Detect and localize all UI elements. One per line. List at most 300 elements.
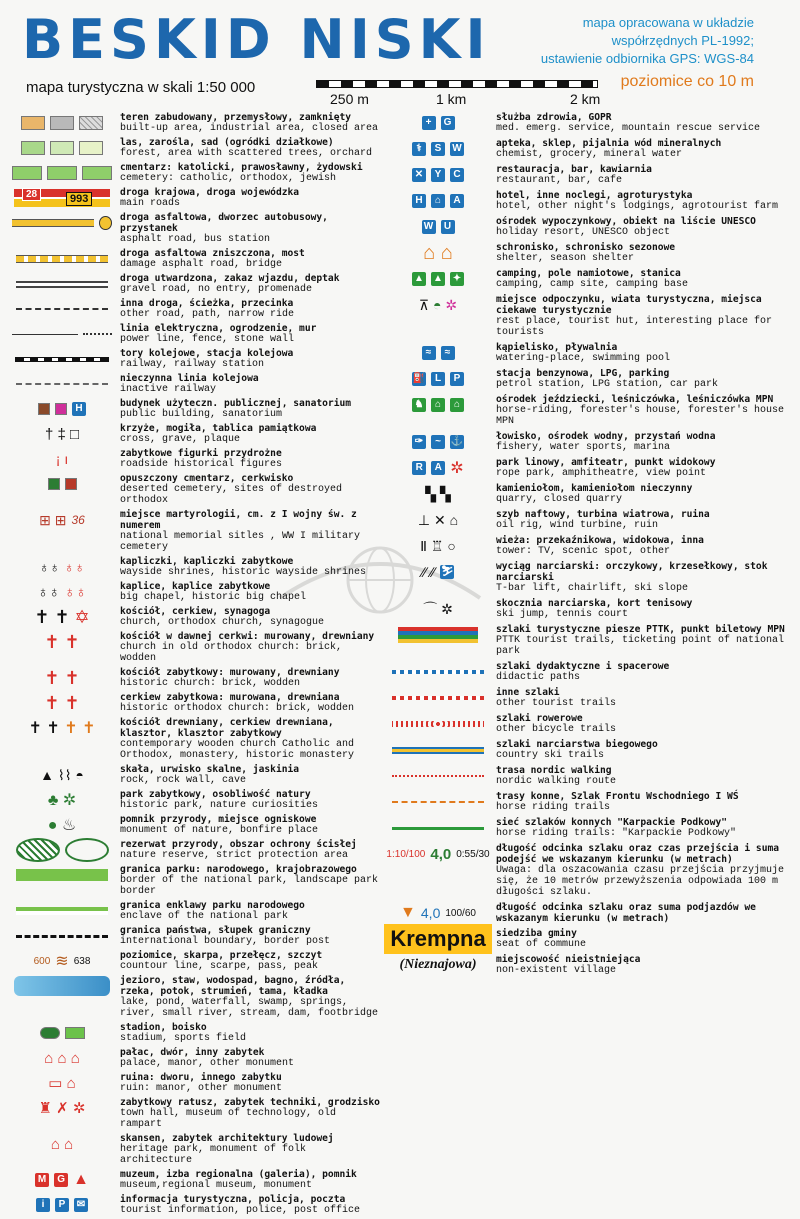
monument-nature-icon: ● ♨ (47, 817, 77, 834)
legend-row (388, 368, 792, 390)
contour-interval: poziomice co 10 m (620, 73, 754, 90)
legend-symbol-number: 36 (71, 513, 85, 527)
legend-row (388, 483, 792, 505)
legend-label-en: historic church: brick, wodden (120, 678, 301, 689)
legend-label-pl: granica państwa, słupek graniczny (120, 925, 311, 936)
legend-label-en: rope park, amphitheatre, view point (496, 468, 707, 479)
legend-text (488, 342, 670, 364)
legend-left-column (12, 112, 384, 1219)
legend-row (388, 138, 792, 160)
legend-symbol-number: 100/60 (445, 907, 476, 919)
area-swatches-icon (12, 112, 112, 134)
legend-label-pl: granica parku: narodowego, krajobrazowego (120, 864, 357, 875)
legend-text (112, 187, 299, 209)
legend-row (388, 791, 792, 813)
legend-label-pl: wieża: przekaźnikowa, widokowa, inna (496, 535, 704, 546)
legend-label-en: railway, railway station (120, 359, 265, 370)
legend-label-en: tourist information, police, post office (120, 1205, 361, 1216)
legend-row (388, 817, 792, 839)
rest-icon: ⊼ ◓ ✲ (418, 296, 458, 313)
legend-row (12, 448, 384, 470)
legend-symbol-number: 4,0 (420, 905, 441, 921)
legend-row (388, 561, 792, 594)
legend-text (112, 509, 384, 553)
legend-label-pl: granica enklawy parku narodowego (120, 900, 305, 911)
didactic-icon (388, 661, 488, 683)
legend-label-en: chemist, grocery, mineral water (496, 149, 683, 160)
legend-symbol-number: 30 (478, 848, 490, 860)
legend-label-en: forest, area with scattered trees, orchard (120, 148, 373, 159)
legend-label-pl: łowisko, ośrodek wodny, przystań wodna (496, 431, 716, 442)
legend-label-pl: kościół w dawnej cerkwi: murowany, drewniany (120, 631, 375, 642)
legend-label-en: didactic paths (496, 672, 581, 683)
legend-text (488, 817, 736, 839)
legend-label-pl: muzeum, izba regionalna (galeria), pomnik (120, 1169, 357, 1180)
legend-text (488, 268, 688, 290)
legend-label-pl: ośrodek wypoczynkowy, obiekt na liście UNESCO (496, 216, 756, 227)
legend-row (12, 137, 384, 159)
legend-label-pl: park linowy, amfiteatr, punkt widokowy (496, 457, 716, 468)
legend-label-en: damage asphalt road, bridge (120, 259, 283, 270)
legend-label-pl: kościół zabytkowy: murowany, drewniany (120, 667, 340, 678)
legend-label-en: inactive railway (120, 384, 217, 395)
quarry-icon: ▚ ▚ (425, 485, 451, 502)
legend-label-en: international boundary, border post (120, 936, 331, 947)
legend-text (488, 457, 716, 479)
legend-label-en: med. emerg. service, mountain rescue service (496, 123, 761, 134)
legend-row (12, 423, 384, 445)
cross-icon: † ‡ □ (44, 425, 80, 443)
legend-label-en: gravel road, no entry, promenade (120, 284, 313, 295)
trails-icon (388, 624, 488, 646)
legend-row (388, 216, 792, 238)
legend-text (112, 839, 357, 861)
legend-text (488, 954, 640, 976)
commune-icon (388, 928, 488, 950)
legend-text (112, 273, 340, 295)
legend-label-en: camping, camp site, camping base (496, 279, 689, 290)
legend-row (12, 112, 384, 134)
legend-text (488, 164, 652, 186)
legend-text (112, 298, 294, 320)
legend-label-en: non-existent village (496, 965, 617, 976)
legend-text (112, 814, 318, 836)
legend-label-pl: miejsce odpoczynku, wiata turystyczna, miejsca ciekawe turystycznie (496, 294, 762, 316)
gravel-road-icon (12, 273, 112, 295)
legend-row (388, 954, 792, 976)
legend-row (388, 661, 792, 683)
swim-icon: ≈ ≈ (388, 342, 488, 364)
church-orange-icon: ✝ ✝ ✝ ✝ (28, 720, 96, 737)
legend-label-en: petrol station, LPG station, car park (496, 379, 719, 390)
legend-label-pl: miejscowość nieistniejąca (496, 954, 641, 965)
church-red-icon: ✝ ✝ (44, 692, 80, 713)
legend-row (388, 535, 792, 557)
legend-label-pl: długość odcinka szlaku oraz czas przejścia i suma podejść we wskazanym kierunku (w metrach) (496, 843, 780, 865)
legend-text (488, 242, 675, 264)
nonexistent-village-label: (Nieznajowa) (399, 957, 477, 972)
legend-text (112, 1072, 282, 1094)
legend-label-pl: pomnik przyrody, miejsce ogniskowe (120, 814, 317, 825)
legend-label-pl: cmentarz: katolicki, prawosławny, żydowski (120, 162, 363, 173)
legend-label-en: countour line, scarpe, pass, peak (120, 961, 319, 972)
legend-label-pl: kościół, cerkiew, synagoga (120, 606, 271, 617)
legend-label-pl: opuszczony cmentarz, cerkwisko (120, 473, 294, 484)
legend-text (112, 323, 316, 345)
legend-text (112, 1194, 360, 1216)
legend-row (12, 348, 384, 370)
forest-swatches-icon (12, 137, 112, 159)
legend-label-en: public building, sanatorium (120, 409, 283, 420)
legend-label-pl: schronisko, schronisko sezonowe (496, 242, 676, 253)
legend-label-pl: rezerwat przyrody, obszar ochrony ścisłej (120, 839, 357, 850)
legend-label-pl: droga krajowa, droga wojewódzka (120, 187, 300, 198)
legend-label-en: palace, manor, other monument (120, 1058, 295, 1069)
legend-text (488, 394, 792, 427)
scale-bar (316, 80, 598, 88)
deserted-cemetery-icon (12, 473, 112, 495)
legend-row (388, 624, 792, 657)
legend-label-en: horse riding trails (496, 802, 611, 813)
legend-label-en: town hall, museum of technology, old rampart (120, 1108, 337, 1130)
legend-row (12, 1097, 384, 1130)
legend-label-en: tower: TV, scenic spot, other (496, 546, 671, 557)
legend-text (488, 598, 692, 620)
trail-length-icon: 1:10/100 4,0 0:55/30 (386, 845, 490, 863)
legend-row (12, 473, 384, 506)
legend-label-pl: kapliczki, kapliczki zabytkowe (120, 556, 294, 567)
legend-text (112, 448, 282, 470)
legend-label-en: roadside historical figures (120, 459, 283, 470)
state-border-icon (12, 925, 112, 947)
legend-label-pl: skocznia narciarska, kort tenisowy (496, 598, 693, 609)
legend-text (488, 843, 792, 898)
legend-text (488, 928, 586, 950)
legend-label-pl: teren zabudowany, przemysłowy, zamknięty (120, 112, 352, 123)
legend-label-en: horse riding trails: "Karpackie Podkowy" (496, 828, 737, 839)
legend-label-en: museum,regional museum, monument (120, 1180, 313, 1191)
legend-label-en: other road, path, narrow ride (120, 309, 295, 320)
legend-text (488, 431, 716, 453)
legend-label-pl: park zabytkowy, osobliwość natury (120, 789, 311, 800)
legend-text (112, 631, 384, 664)
ruin-icon: ▭ ⌂ (48, 1075, 76, 1092)
legend-label-pl: zabytkowy ratusz, zabytek techniki, grodzisko (120, 1097, 380, 1108)
legend-row (388, 431, 792, 453)
legend-label-en: quarry, closed quarry (496, 494, 623, 505)
legend-text (112, 789, 318, 811)
rock-icon: ▲ ⌇⌇ ◓ (40, 766, 84, 783)
legend-label-pl: kościół drewniany, cerkiew drewniana, klasztor, klasztor zabytkowy (120, 717, 334, 739)
legend-label-en: enclave of the national park (120, 911, 289, 922)
legend-label-pl: szlaki narciarstwa biegowego (496, 739, 658, 750)
legend-label-en: Uwaga: dla oszacowania czasu przejścia przyjmuje się, że 10 metrów przewyższenia odpowiada 100 m długości szlaku. (496, 865, 785, 898)
legend-text (112, 556, 366, 578)
legend-label-en: asphalt road, bus station (120, 234, 271, 245)
tower-icon: Ⅱ ♖ ○ (420, 537, 456, 554)
legend-label-en: hotel, other night's lodgings, agrotourist farm (496, 201, 779, 212)
legend-row (388, 928, 792, 950)
legend-text (488, 190, 778, 212)
map-title: BESKID NISKI (22, 8, 491, 71)
legend-row (12, 212, 384, 245)
legend-label-en: built-up area, industrial area, closed area (120, 123, 379, 134)
legend-label-en: national memorial sitles , WW I military cemetery (120, 531, 361, 553)
legend-row (388, 342, 792, 364)
legend-text (112, 667, 340, 689)
legend-label-pl: wyciąg narciarski: orczykowy, krzesełkowy, stok narciarski (496, 561, 768, 583)
map-subtitle: mapa turystyczna w skali 1:50 000 (26, 79, 256, 96)
legend-symbol-number: 638 (73, 955, 91, 967)
legend-label-pl: trasy konne, Szlak Frontu Wschodniego I WŚ (496, 791, 739, 802)
legend-label-pl: apteka, sklep, pijalnia wód mineralnych (496, 138, 722, 149)
fishery-icon: ✑ ~ ⚓ (388, 431, 488, 453)
legend-row (12, 187, 384, 209)
legend-row (12, 900, 384, 922)
legend-text (488, 216, 756, 238)
town-hall-icon: ♜ ✗ ✲ (38, 1100, 86, 1117)
legend-label-pl: kąpielisko, pływalnia (496, 342, 618, 353)
legend-text (488, 624, 792, 657)
legend-row (12, 1072, 384, 1094)
legend-label-en: monument of nature, bonfire place (120, 825, 319, 836)
legend-text (112, 1022, 246, 1044)
legend-symbol-number: 993 (70, 193, 89, 205)
legend-label-en: watering-place, swimming pool (496, 353, 671, 364)
ski-trail-icon (388, 739, 488, 761)
legend-label-pl: trasa nordic walking (496, 765, 612, 776)
legend-label-en: nature reserve, strict protection area (120, 850, 349, 861)
memorial-icon: ⊞ ⊞ 36 (39, 511, 85, 528)
legend-row (388, 394, 792, 427)
legend-label-pl: zabytkowe figurki przydrożne (120, 448, 282, 459)
hotel-icon: H ⌂ A (388, 190, 488, 212)
legend-label-en: historic orthodox church: brick, wodden (120, 703, 355, 714)
legend-label-pl: stadion, boisko (120, 1022, 207, 1033)
stadium-icon (12, 1022, 112, 1044)
legend-label-en: restaurant, bar, cafe (496, 175, 623, 186)
other-trails-icon (388, 687, 488, 709)
legend-label-pl: droga asfaltowa zniszczona, most (120, 248, 305, 259)
legend-text (112, 1047, 294, 1069)
cemetery-swatches-icon (12, 162, 112, 184)
legend-label-en: other tourist trails (496, 698, 617, 709)
legend-symbol-number: 1:10 (386, 848, 406, 860)
legend-text (112, 606, 324, 628)
legend-label-pl: budynek użyteczn. publicznej, sanatorium (120, 398, 352, 409)
legend-text (112, 864, 384, 897)
figure-icon: ¡ ı (55, 451, 69, 467)
podkowy-icon (388, 817, 488, 839)
legend-text (112, 473, 384, 506)
railway-icon (12, 348, 112, 370)
legend-label-en: historic park, nature curiosities (120, 800, 319, 811)
legend-row (12, 1169, 384, 1191)
legend-label-en: seat of commune (496, 939, 587, 950)
legend-row (388, 509, 792, 531)
public-building-icon: H (12, 398, 112, 420)
info-icon: i P ✉ (12, 1194, 112, 1216)
legend-label-en: horse-riding, forester's house, forester's house MPN (496, 405, 785, 427)
legend-text (112, 692, 354, 714)
shrine-icon: ♁♁ ♁♁ (39, 559, 85, 575)
bike-length-icon: ▼ 4,0 100/60 (400, 904, 476, 921)
legend-label-en: holiday resort, UNESCO object (496, 227, 671, 238)
legend-text (488, 509, 710, 531)
legend-text (488, 687, 616, 709)
legend-row (12, 764, 384, 786)
legend-label-pl: hotel, inne noclegi, agroturystyka (496, 190, 693, 201)
legend-row (12, 398, 384, 420)
legend-row (388, 902, 792, 924)
legend-label-pl: tory kolejowe, stacja kolejowa (120, 348, 294, 359)
legend-row (12, 975, 384, 1019)
legend-row (12, 509, 384, 553)
legend-label-pl: informacja turystyczna, policja, poczta (120, 1194, 346, 1205)
legend-label-pl: linia elektryczna, ogrodzenie, mur (120, 323, 317, 334)
legend-row (12, 1194, 384, 1216)
legend-label-pl: camping, pole namiotowe, stanica (496, 268, 681, 279)
legend-label-pl: stacja benzynowa, LPG, parking (496, 368, 670, 379)
legend-label-pl: skała, urwisko skalne, jaskinia (120, 764, 300, 775)
oil-icon: ⊥ ✕ ⌂ (417, 511, 459, 528)
legend-text (488, 561, 792, 594)
legend-row (12, 864, 384, 897)
legend-row (12, 248, 384, 270)
legend-text (488, 739, 658, 761)
rope-park-icon: R A ✲ (388, 457, 488, 479)
legend-label-en: PTTK tourist trails, ticketing point of national park (496, 635, 785, 657)
legend-label-pl: miejsce martyrologii, cm. z I wojny św. z numerem (120, 509, 357, 531)
legend-row (388, 164, 792, 186)
legend-row (388, 294, 792, 338)
ski-jump-icon: ⌒ ✲ (423, 601, 453, 617)
legend-label-pl: szlaki rowerowe (496, 713, 583, 724)
shelter-icon: ⌂ ⌂ (423, 241, 453, 264)
legend-row (12, 925, 384, 947)
legend-text (112, 373, 259, 395)
legend-text (488, 765, 616, 787)
legend-text (488, 791, 739, 813)
legend-row (388, 843, 792, 898)
legend-symbol-number: 100 (408, 848, 426, 860)
legend-row (388, 112, 792, 134)
legend-right-column (388, 112, 792, 980)
church-red-icon: ✝ ✝ (44, 631, 80, 652)
legend-row (388, 713, 792, 735)
path-icon (12, 298, 112, 320)
legend-label-pl: poziomice, skarpa, przełęcz, szczyt (120, 950, 323, 961)
legend-row (12, 1133, 384, 1166)
legend-row (12, 631, 384, 664)
legend-label-pl: pałac, dwór, inny zabytek (120, 1047, 265, 1058)
legend-row (388, 765, 792, 787)
legend-row (12, 667, 384, 689)
legend-label-en: contemporary wooden church Catholic and Orthodox, monastery, historic monastery (120, 739, 355, 761)
legend-label-pl: las, zarośla, sad (ogródki działkowe) (120, 137, 334, 148)
legend-text (488, 368, 718, 390)
projection-line-1: mapa opracowana w układzie (582, 15, 754, 30)
restaurant-icon: ✕ Y C (388, 164, 488, 186)
legend-row (12, 1047, 384, 1069)
legend-row (388, 190, 792, 212)
legend-row (12, 839, 384, 861)
legend-text (112, 348, 293, 370)
legend-row (12, 162, 384, 184)
legend-label-en: heritage park, monument of folk architecture (120, 1144, 307, 1166)
legend-label-pl: jezioro, staw, wodospad, bagno, źródła, rzeka, potok, strumień, tama, kładka (120, 975, 346, 997)
legend-label-en: wayside shrines, historic wayside shrines (120, 567, 367, 578)
legend-text (112, 1097, 384, 1130)
legend-row (388, 457, 792, 479)
legend-text (488, 294, 792, 338)
legend-symbol-number: 28 (26, 189, 38, 200)
reserve-icon (12, 839, 112, 861)
skansen-icon: ⌂ ⌂ (50, 1135, 74, 1153)
legend-label-en: lake, pond, waterfall, swamp, springs, river, small river, stream, dam, footbridge (120, 997, 379, 1019)
legend-label-en: big chapel, historic big chapel (120, 592, 307, 603)
horse-icon: ♞ ⌂ ⌂ (388, 394, 488, 416)
legend-text (112, 950, 322, 972)
legend-text (488, 661, 669, 683)
legend-label-pl: krzyże, mogiła, tablica pamiątkowa (120, 423, 317, 434)
legend-text (112, 975, 384, 1019)
petrol-icon: ⛽ L P (388, 368, 488, 390)
nordic-icon (388, 765, 488, 787)
legend-label-en: stadium, sports field (120, 1033, 247, 1044)
legend-text (112, 925, 330, 947)
water-icon (12, 975, 112, 997)
legend-label-pl: szyb naftowy, turbina wiatrowa, ruina (496, 509, 710, 520)
legend-row (12, 556, 384, 578)
palace-icon: ⌂ ⌂ ⌂ (44, 1049, 80, 1067)
legend-text (112, 248, 305, 270)
legend-row (12, 950, 384, 972)
damaged-road-icon (12, 248, 112, 270)
legend-label-pl: szlaki turystyczne piesze PTTK, punkt biletowy MPN (496, 624, 785, 635)
legend-label-en: power line, fence, stone wall (120, 334, 295, 345)
legend-row (12, 606, 384, 628)
legend-label-pl: kaplice, kaplice zabytkowe (120, 581, 271, 592)
legend-row (12, 373, 384, 395)
commune-label: Krempna (384, 924, 491, 954)
legend-text (488, 535, 704, 557)
legend-symbol-number: 4,0 (430, 845, 452, 863)
legend-text (488, 138, 721, 160)
legend-row (12, 298, 384, 320)
legend-label-en: other bicycle trails (496, 724, 617, 735)
legend-text (112, 764, 299, 786)
legend-label-en: main roads (120, 198, 181, 209)
asphalt-road-icon (12, 212, 112, 234)
power-line-icon (12, 323, 112, 345)
legend-label-en: rest place, tourist hut, interesting place for tourists (496, 316, 773, 338)
legend-label-pl: droga asfaltowa, dworzec autobusowy, przystanek (120, 212, 328, 234)
ski-lift-icon: ∕∕ ∕∕ ⛷ (421, 564, 454, 580)
legend-label-en: nordic walking route (496, 776, 617, 787)
legend-label-pl: cerkiew zabytkowa: murowana, drewniana (120, 692, 340, 703)
legend-text (112, 137, 372, 159)
pharmacy-icon: ⚕ S W (388, 138, 488, 160)
legend-label-pl: ośrodek jeździecki, leśniczówka, leśniczówka MPN (496, 394, 774, 405)
legend-label-pl: ruina: dworu, innego zabytku (120, 1072, 282, 1083)
projection-line-2: współrzędnych PL-1992; (611, 33, 754, 48)
legend-label-en: shelter, season shelter (496, 253, 635, 264)
legend-row (12, 789, 384, 811)
legend-text (112, 398, 351, 420)
legend-label-en: cemetery: catholic, orthodox, jewish (120, 173, 337, 184)
legend-label-en: country ski trails (496, 750, 605, 761)
